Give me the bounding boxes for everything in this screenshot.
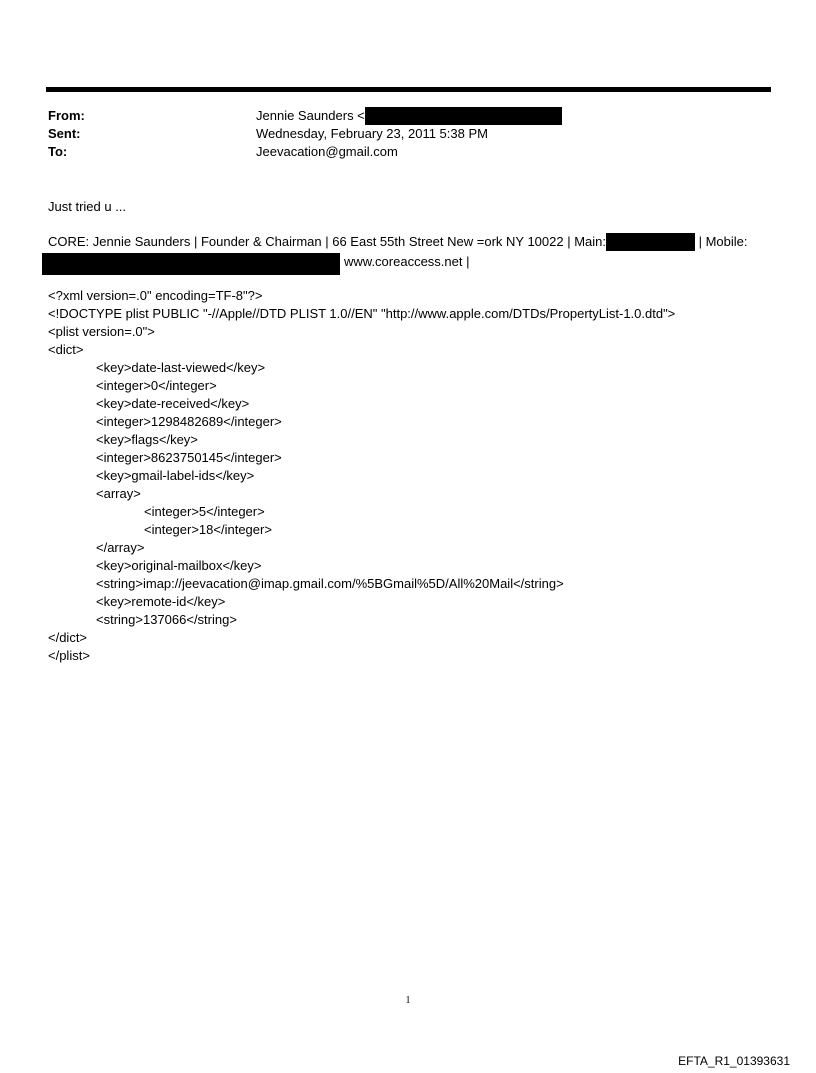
signature-text: CORE: Jennie Saunders | Founder & Chairman | 66 East 55th Street New =ork NY 10022 | Main:	[48, 234, 606, 249]
sent-value: Wednesday, February 23, 2011 5:38 PM	[256, 126, 488, 141]
code-line: <array>	[96, 486, 141, 501]
code-line: <integer>1298482689</integer>	[96, 414, 282, 429]
code-line: <plist version=.0">	[48, 324, 155, 339]
from-value	[256, 107, 768, 125]
code-line: </array>	[96, 540, 145, 555]
signature-website: www.coreaccess.net |	[344, 254, 470, 269]
code-line: <integer>5</integer>	[144, 504, 265, 519]
code-line: <integer>8623750145</integer>	[96, 450, 282, 465]
code-line: </dict>	[48, 630, 88, 645]
sent-row	[48, 125, 768, 143]
to-label: To:	[48, 144, 68, 159]
header-divider	[46, 87, 771, 92]
page-number: 1	[405, 995, 411, 1006]
redacted-mobile-phone	[42, 253, 340, 275]
to-value: Jeevacation@gmail.com	[256, 144, 398, 159]
email-header	[48, 107, 768, 161]
redacted-sender-email	[365, 107, 562, 125]
from-row	[48, 107, 768, 125]
code-line: <string>137066</string>	[96, 612, 237, 627]
from-label: From:	[48, 108, 85, 123]
code-line: <key>original-mailbox</key>	[96, 558, 262, 573]
code-line: <key>remote-id</key>	[96, 594, 226, 609]
redacted-main-phone	[606, 233, 695, 251]
code-line: <key>date-received</key>	[96, 396, 250, 411]
code-line: <key>date-last-viewed</key>	[96, 360, 266, 375]
to-row	[48, 143, 768, 161]
code-line: <key>flags</key>	[96, 432, 198, 447]
plist-code-block	[48, 287, 675, 665]
code-line: <!DOCTYPE plist PUBLIC "-//Apple//DTD PLIST 1.0//EN" "http://www.apple.com/DTDs/PropertyList-1.0.dtd">	[48, 306, 676, 321]
greeting-line: Just tried u ...	[48, 199, 127, 214]
sent-label: Sent:	[48, 126, 81, 141]
document-id: EFTA_R1_01393631	[678, 1054, 790, 1068]
sender-name: Jennie Saunders <	[256, 108, 365, 123]
signature-mobile-label: | Mobile:	[698, 234, 748, 249]
code-line: <string>imap://jeevacation@imap.gmail.com/%5BGmail%5D/All%20Mail</string>	[96, 576, 564, 591]
signature-line	[48, 233, 768, 251]
code-line: <?xml version=.0" encoding=TF-8"?>	[48, 288, 263, 303]
code-line: <integer>0</integer>	[96, 378, 217, 393]
code-line: <integer>18</integer>	[144, 522, 272, 537]
code-line: <key>gmail-label-ids</key>	[96, 468, 255, 483]
code-line: <dict>	[48, 342, 84, 357]
code-line: </plist>	[48, 648, 90, 663]
